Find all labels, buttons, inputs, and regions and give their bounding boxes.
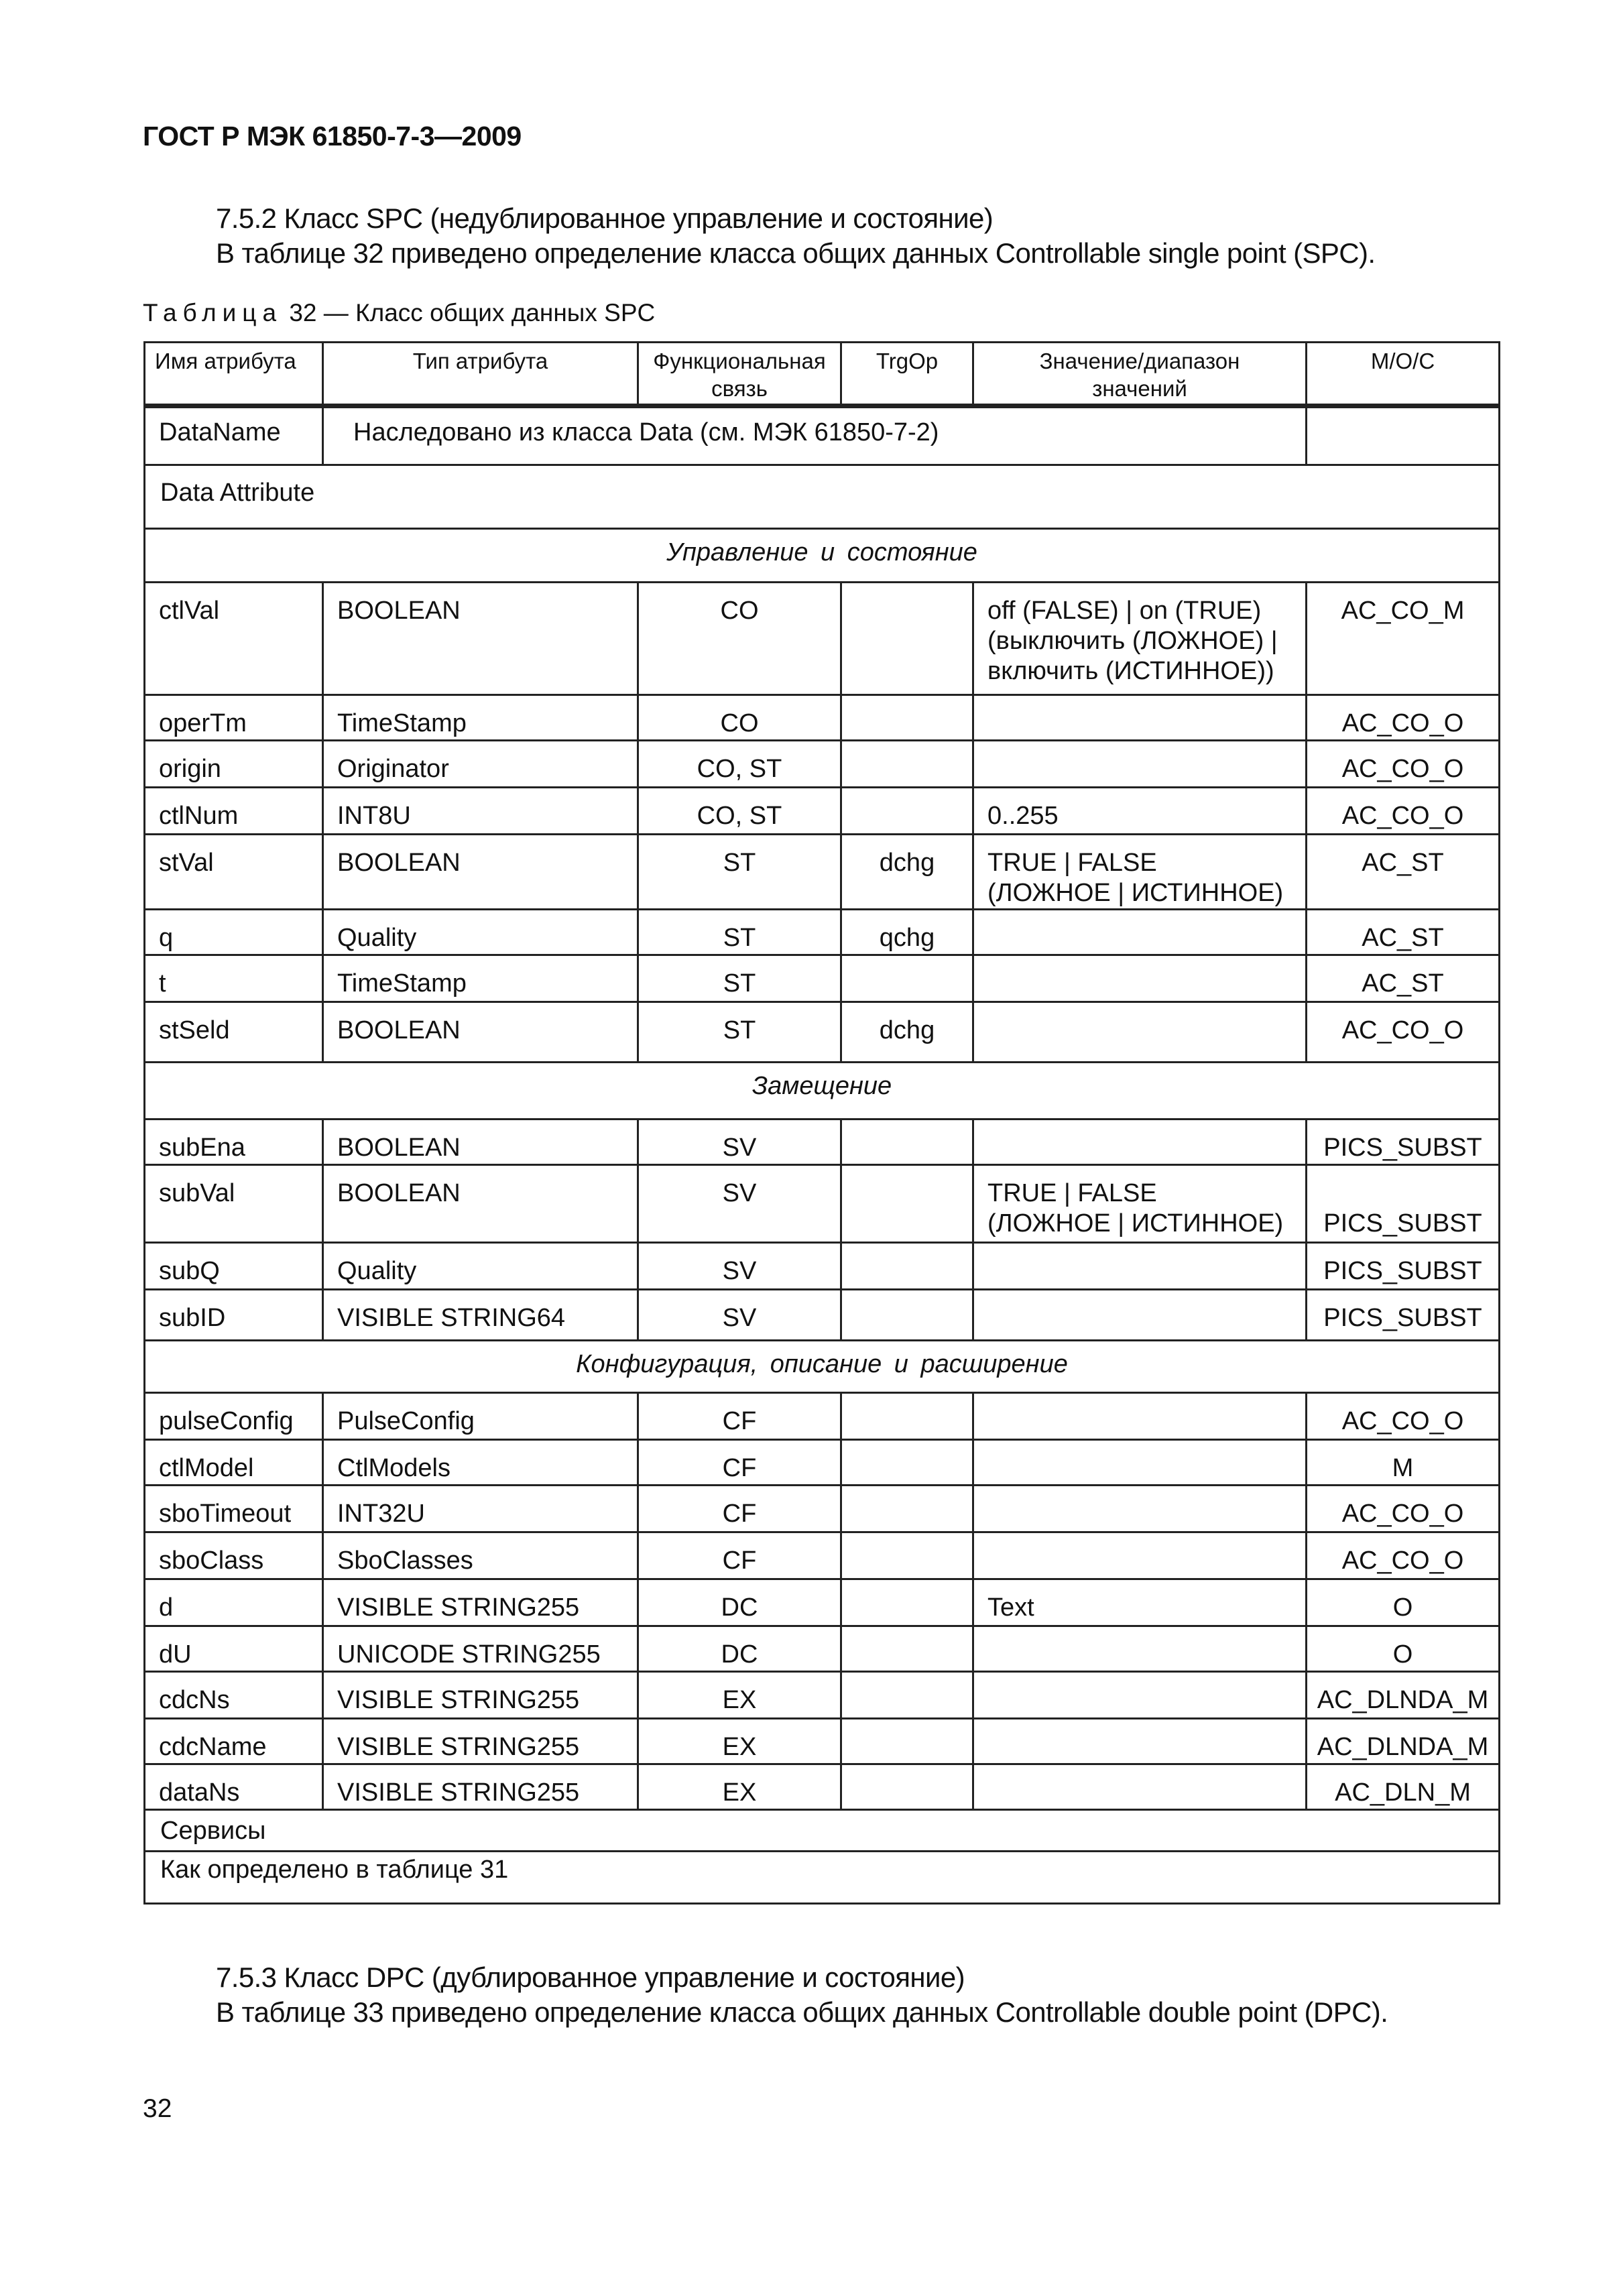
table-row: [145, 1764, 1500, 1810]
cell-trgop: [841, 1764, 973, 1810]
cell-trgop: [841, 1120, 973, 1165]
cell-value: [973, 910, 1307, 955]
cell-value-line: 0..255: [987, 802, 1059, 830]
cell-type: BOOLEAN: [323, 1120, 638, 1165]
cell-moc: O: [1307, 1579, 1500, 1626]
cell-name: t: [145, 955, 323, 1002]
cell-name: pulseConfig: [145, 1393, 323, 1440]
cell-trgop: [841, 1672, 973, 1719]
table-row: [145, 1486, 1500, 1532]
cell-name: dU: [145, 1626, 323, 1672]
section-title: Замещение: [145, 1063, 1500, 1120]
cell-type: BOOLEAN: [323, 1002, 638, 1063]
table-row: [145, 1672, 1500, 1719]
cell-type: SboClasses: [323, 1532, 638, 1579]
table-header-row: [145, 343, 1500, 406]
document-header: ГОСТ Р МЭК 61850-7-3—2009: [143, 121, 522, 152]
services-text: Как определено в таблице 31: [145, 1852, 1500, 1904]
cell-value: [973, 788, 1307, 835]
cell-value: [973, 695, 1307, 741]
cell-type: BOOLEAN: [323, 1165, 638, 1243]
cell-value: [973, 1440, 1307, 1486]
cell-type: BOOLEAN: [323, 835, 638, 910]
cell-fc: SV: [638, 1165, 841, 1243]
cell-moc: AC_ST: [1307, 835, 1500, 910]
cell-value: [973, 1243, 1307, 1290]
cell-type: TimeStamp: [323, 695, 638, 741]
table-row: [145, 1120, 1500, 1165]
cell-trgop: dchg: [841, 835, 973, 910]
table-row: [145, 741, 1500, 788]
cell-moc: [1307, 1165, 1500, 1243]
cell-moc: AC_CO_O: [1307, 788, 1500, 835]
cell-name: subID: [145, 1290, 323, 1341]
table-row: [145, 1243, 1500, 1290]
cell-type: TimeStamp: [323, 955, 638, 1002]
cell-moc-text: PICS_SUBST: [1323, 1209, 1482, 1237]
cell-name: subEna: [145, 1120, 323, 1165]
header-attribute-name: Имя атрибута: [145, 343, 323, 406]
cell-value: [973, 1626, 1307, 1672]
cell-moc: PICS_SUBST: [1307, 1120, 1500, 1165]
cell-value: [973, 1764, 1307, 1810]
header-trgop: TrgOp: [841, 343, 973, 406]
cell-value-line: (ЛОЖНОЕ | ИСТИННОЕ): [987, 879, 1284, 907]
cell-value-line: включить (ИСТИННОЕ)): [987, 657, 1274, 685]
dataname-cell: DataName: [145, 406, 323, 465]
cell-value-line: Text: [987, 1593, 1034, 1622]
cell-value: [973, 955, 1307, 1002]
section-title: Управление и состояние: [145, 529, 1500, 583]
cell-value: [973, 1290, 1307, 1341]
dataname-description: Наследовано из класса Data (см. МЭК 61850-7-2): [323, 406, 1307, 465]
header-value-line1: Значение/диапазон: [1039, 349, 1240, 373]
cell-name: cdcName: [145, 1719, 323, 1764]
cell-value: [973, 1120, 1307, 1165]
cell-trgop: [841, 1719, 973, 1764]
table-row: [145, 1165, 1500, 1243]
cell-name: stSeld: [145, 1002, 323, 1063]
cell-fc: CO, ST: [638, 741, 841, 788]
data-attribute-row: [145, 465, 1500, 529]
section-title-row: [145, 529, 1500, 583]
header-fc-line2: связь: [711, 376, 768, 401]
cell-trgop: [841, 1532, 973, 1579]
cell-name: origin: [145, 741, 323, 788]
table-row: [145, 955, 1500, 1002]
cell-type: VISIBLE STRING255: [323, 1579, 638, 1626]
cell-type: INT8U: [323, 788, 638, 835]
cell-value: [973, 1532, 1307, 1579]
cell-fc: SV: [638, 1243, 841, 1290]
cell-type: BOOLEAN: [323, 583, 638, 695]
cell-fc: CO: [638, 583, 841, 695]
cell-type: PulseConfig: [323, 1393, 638, 1440]
cell-trgop: [841, 1393, 973, 1440]
cell-fc: DC: [638, 1579, 841, 1626]
cell-name: subQ: [145, 1243, 323, 1290]
services-label: Сервисы: [145, 1810, 1500, 1852]
cell-trgop: [841, 1165, 973, 1243]
cell-type: VISIBLE STRING255: [323, 1764, 638, 1810]
table-row: [145, 1719, 1500, 1764]
spc-attribute-table: [143, 341, 1500, 1905]
section-intro-text: В таблице 32 приведено определение класса общих данных Controllable single point (SPC).: [216, 237, 1376, 269]
table-row: [145, 1290, 1500, 1341]
cell-value: [973, 1002, 1307, 1063]
cell-name: sboTimeout: [145, 1486, 323, 1532]
cell-trgop: [841, 1626, 973, 1672]
cell-name: q: [145, 910, 323, 955]
table-row: [145, 1579, 1500, 1626]
cell-trgop: [841, 1486, 973, 1532]
table-row: [145, 1002, 1500, 1063]
table-row: [145, 1532, 1500, 1579]
cell-name: d: [145, 1579, 323, 1626]
cell-fc: DC: [638, 1626, 841, 1672]
cell-moc: AC_CO_M: [1307, 583, 1500, 695]
cell-trgop: [841, 1440, 973, 1486]
cell-moc: AC_CO_O: [1307, 741, 1500, 788]
cell-fc: CF: [638, 1532, 841, 1579]
cell-trgop: dchg: [841, 1002, 973, 1063]
cell-type: VISIBLE STRING255: [323, 1719, 638, 1764]
cell-fc: ST: [638, 955, 841, 1002]
cell-moc: AC_DLN_M: [1307, 1764, 1500, 1810]
cell-fc: ST: [638, 910, 841, 955]
cell-fc: CF: [638, 1393, 841, 1440]
table-caption: [143, 299, 655, 327]
cell-value: [973, 1719, 1307, 1764]
cell-value-line: (выключить (ЛОЖНОЕ) |: [987, 627, 1278, 655]
cell-moc: M: [1307, 1440, 1500, 1486]
cell-trgop: [841, 695, 973, 741]
dataname-row: [145, 406, 1500, 465]
cell-moc: AC_CO_O: [1307, 1002, 1500, 1063]
cell-value: [973, 1672, 1307, 1719]
cell-type: Quality: [323, 1243, 638, 1290]
cell-moc: AC_CO_O: [1307, 695, 1500, 741]
cell-name: operTm: [145, 695, 323, 741]
table-row: [145, 695, 1500, 741]
cell-trgop: [841, 955, 973, 1002]
cell-trgop: [841, 788, 973, 835]
cell-type: Quality: [323, 910, 638, 955]
cell-moc: PICS_SUBST: [1307, 1243, 1500, 1290]
cell-fc: EX: [638, 1719, 841, 1764]
header-value-line2: значений: [1092, 376, 1187, 401]
section-outro-text: В таблице 33 приведено определение класса общих данных Controllable double point (DPC).: [216, 1996, 1388, 2028]
cell-moc: PICS_SUBST: [1307, 1290, 1500, 1341]
cell-fc: CO, ST: [638, 788, 841, 835]
cell-trgop: qchg: [841, 910, 973, 955]
cell-name: sboClass: [145, 1532, 323, 1579]
section-heading-7-5-2: 7.5.2 Класс SPC (недублированное управление и состояние): [216, 202, 994, 234]
cell-name: dataNs: [145, 1764, 323, 1810]
cell-moc: AC_CO_O: [1307, 1532, 1500, 1579]
cell-name: ctlModel: [145, 1440, 323, 1486]
cell-value: [973, 1393, 1307, 1440]
table-row: [145, 835, 1500, 910]
cell-fc: SV: [638, 1290, 841, 1341]
header-attribute-type: Тип атрибута: [323, 343, 638, 406]
cell-type: VISIBLE STRING64: [323, 1290, 638, 1341]
cell-fc: CO: [638, 695, 841, 741]
cell-type: INT32U: [323, 1486, 638, 1532]
table-row: [145, 583, 1500, 695]
header-fc-line1: Функциональная: [653, 349, 826, 373]
cell-value: [973, 1579, 1307, 1626]
page-number: 32: [143, 2094, 172, 2123]
section-title-row: [145, 1063, 1500, 1120]
cell-fc: SV: [638, 1120, 841, 1165]
services-row: [145, 1810, 1500, 1852]
table-row: [145, 1393, 1500, 1440]
cell-trgop: [841, 741, 973, 788]
cell-value: [973, 1165, 1307, 1243]
cell-trgop: [841, 583, 973, 695]
cell-value: [973, 583, 1307, 695]
cell-value: [973, 835, 1307, 910]
cell-moc: AC_DLNDA_M: [1307, 1719, 1500, 1764]
cell-name: cdcNs: [145, 1672, 323, 1719]
cell-moc: AC_DLNDA_M: [1307, 1672, 1500, 1719]
cell-value: [973, 1486, 1307, 1532]
cell-value-line: TRUE | FALSE: [987, 849, 1157, 877]
table-caption-title: 32 — Класс общих данных SPC: [282, 299, 656, 326]
header-value-range: [973, 343, 1307, 406]
cell-trgop: [841, 1579, 973, 1626]
cell-name: stVal: [145, 835, 323, 910]
table-row: [145, 1440, 1500, 1486]
cell-moc: O: [1307, 1626, 1500, 1672]
cell-type: VISIBLE STRING255: [323, 1672, 638, 1719]
cell-fc: CF: [638, 1440, 841, 1486]
header-moc: M/O/C: [1307, 343, 1500, 406]
cell-value-line: TRUE | FALSE: [987, 1179, 1157, 1207]
cell-fc: EX: [638, 1672, 841, 1719]
section-title: Конфигурация, описание и расширение: [145, 1341, 1500, 1393]
cell-type: UNICODE STRING255: [323, 1626, 638, 1672]
table-row: [145, 910, 1500, 955]
cell-value: [973, 741, 1307, 788]
cell-moc: AC_ST: [1307, 910, 1500, 955]
cell-type: CtlModels: [323, 1440, 638, 1486]
table-row: [145, 1626, 1500, 1672]
table-row: [145, 788, 1500, 835]
cell-moc: AC_CO_O: [1307, 1486, 1500, 1532]
section-title-row: [145, 1341, 1500, 1393]
services-text-row: [145, 1852, 1500, 1904]
header-functional-constraint: [638, 343, 841, 406]
cell-moc: AC_CO_O: [1307, 1393, 1500, 1440]
cell-moc: AC_ST: [1307, 955, 1500, 1002]
cell-fc: EX: [638, 1764, 841, 1810]
dataname-moc-cell: [1307, 406, 1500, 465]
cell-name: ctlNum: [145, 788, 323, 835]
cell-fc: ST: [638, 1002, 841, 1063]
cell-trgop: [841, 1290, 973, 1341]
data-attribute-label: Data Attribute: [145, 465, 1500, 529]
cell-fc: ST: [638, 835, 841, 910]
cell-fc: CF: [638, 1486, 841, 1532]
section-heading-7-5-3: 7.5.3 Класс DPC (дублированное управление и состояние): [216, 1961, 965, 1993]
cell-name: ctlVal: [145, 583, 323, 695]
cell-name: subVal: [145, 1165, 323, 1243]
cell-type: Originator: [323, 741, 638, 788]
cell-value-line: (ЛОЖНОЕ | ИСТИННОЕ): [987, 1209, 1284, 1237]
cell-value-line: off (FALSE) | on (TRUE): [987, 597, 1262, 625]
cell-trgop: [841, 1243, 973, 1290]
table-caption-prefix: Таблица: [143, 299, 283, 326]
